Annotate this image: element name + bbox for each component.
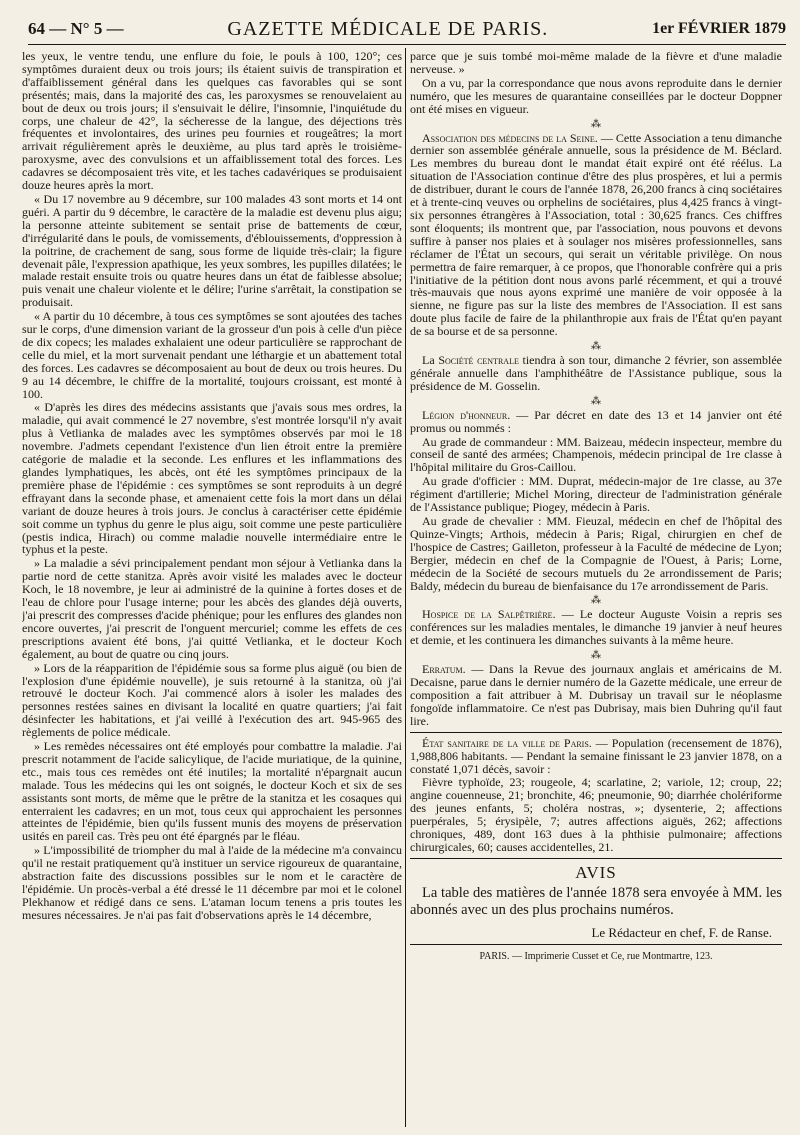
paragraph: » L'impossibilité de triompher du mal à l'aide de la médecine m'a convaincu qu'il ne restait pratiquement qu'à instituer un service rigoureux de quarantaine, abstraction faite des discussions possibles sur le nom et le caractère de l'épidémie. Un procès-verbal a été dressé le 11 décembre par moi et le colonel Plekhanow et rédigé dans ce sens. L'ataman locum tenens a pris toutes les mesures nécessaires. Je n'ai pas fait d'observations après le 14 décembre, [22,843,402,922]
section-body: — Le docteur Auguste Voisin a repris ses conférences sur les maladies mentales, le dimanche 19 janvier à neuf heures et demie, et les continuera les dimanches suivants à la même heure. [410,607,782,648]
paragraph: » Les remèdes nécessaires ont été employés pour combattre la maladie. J'ai prescrit notamment de l'acide salicylique, de l'acide muriatique, de la quinine, etc., mais tous ces remèdes ont été inutiles; la mortalité n'épargnait aucun malade. Tous les médecins qui les ont soignés, le docteur Koch et six de ses assistants sont morts, de même que le prêtre de la stanitza et les cosaques qui enterraient les cadavres; en un mot, tous ceux qui approchaient les personnes atteintes de l'épidémie, bien qu'ils fussent munis des moyens de préservation usités en pareil cas. Très peu ont été épargnés par le fléau. [22,739,402,844]
mortality-list: Fièvre typhoïde, 23; rougeole, 4; scarlatine, 2; variole, 12; croup, 22; angine couenneuse, 21; bronchite, 46; pneumonie, 90; diarrhée cholériforme des jeunes enfants, 5; choléra nostras, »; dysenterie, 2; affections puerpérales, 5; érysipèle, 7; autres affections aiguës, 262; affections chroniques, 489, dont 163 dues à la phthisie pulmonaire; affections chirurgicales, 60; causes accidentelles, 21. [410,775,782,854]
grade-chevalier: Au grade de chevalier : MM. Fieuzal, médecin en chef de l'hôpital des Quinze-Vingts; Arthois, médecin à Paris; Rigal, chirurgien en chef de l'hospice de Castres; Gailleton, professeur à la Faculté de médecine de Lyon; Bergier, médecin en chef de la Compagnie de l'Ouest, à Paris; Lorne, médecin de la Société de secours mutuels du 2e arrondissement de Paris; Baldy, médecin du bureau de bienfaisance du 17e arrondissement de Paris. [410,514,782,593]
quarantine-note: On a vu, par la correspondance que nous avons reproduite dans le dernier numéro, que les mesures de quarantaine conseillées par le docteur Doppner ont été mises en vigueur. [410,75,782,116]
paragraph: parce que je suis tombé moi-même malade de la fièvre et d'une maladie nerveuse. » [410,50,782,76]
paragraph: « D'après les dires des médecins assistants que j'avais sous mes ordres, la maladie, qui avait commencé le 27 novembre, s'est montrée lorsqu'il n'y avait plus à Vetlianka de malades avec les symptômes observés par moi le 18 novembre. J'admets cependant l'existence d'un lien étroit entre la première catégorie de maladie et la seconde. Les enflures et les inflammations des glandes lymphatiques, les abcès, ont été les symptômes principaux de la première phase de l'épidémie : ces symptômes se sont reproduits à un degré effrayant dans la seconde phase, et amenaient cette fois la mort dans un délai variant de douze heures à trois jours. Je conclus à caractériser cette épidémie soit comme un typhus du genre le plus aigu, soit comme une peste particulière (pestis indica, Hirach) ou comme maladie nouvelle intermédiaire entre le typhus et la peste. [22,400,402,557]
erratum-notice [410,663,782,728]
section-rule [410,944,782,945]
right-column [410,50,782,1127]
section-title: Hospice de la Salpêtrière. [422,607,556,622]
avis-body: La table des matières de l'année 1878 sera envoyée à MM. les abonnés avec un des plus prochains numéros. [410,884,782,918]
paragraph: « A partir du 10 décembre, à tous ces symptômes se sont ajoutées des taches sur le corps, d'une dimension variant de la grosseur d'un pois à celle d'un pièce de dix copecs; les malades exhalaient une odeur particulière se rapprochant de celle du miel, et la mort survenait pendant une léthargie et un abattement total des forces. Les cadavres se décomposaient au bout de deux ou trois heures. Du 9 au 14 décembre, le chiffre de la mortalité, toujours croissant, est monté à 100. [22,309,402,401]
paragraph: les yeux, le ventre tendu, une enflure du foie, le pouls à 100, 120°; ces symptômes duraient deux ou trois jours; ils étaient suivis de transpiration et d'affaiblissement général dans les quelques cas favorables qui se sont présentés; mais, dans la majorité des cas, les paroxysmes se renouvelaient au bout de deux ou trois jours; il s'ensuivait le délire, l'insomnie, l'inquiétude du corps, une chaleur de 42°, la sécheresse de la langue, des déjections très fréquentes et involontaires, des urines peu fournies et rougeâtres; la mort arrivait régulièrement après le deuxième, au plus tard après le troisième-paroxysme, avec des convulsions et un affaiblissement total des forces. Les cadavres se décomposaient très vite, et les taches cadavériques se produisaient douze heures après la mort. [22,50,402,193]
issue-date: 1er FÉVRIER 1879 [652,20,786,37]
editor-signature: Le Rédacteur en chef, F. de Ranse. [591,924,772,940]
section-title: Société centrale [438,353,519,368]
asterism: ⁂ [591,650,601,662]
section-body: tiendra à son tour, dimanche 2 février, son assemblée générale annuelle dans l'amphithéâtre de l'Assistance publique, sous la présidence de M. Gosselin. [410,353,782,393]
paragraph: » Lors de la réapparition de l'épidémie sous sa forme plus aiguë (ou bien de l'explosion d'une épidémie nouvelle), je suis retourné à la stanitza, où j'ai retrouvé le docteur Koch. J'ai commencé alors à isoler les malades des personnes restées saines en divisant la localité en quatre quartiers; j'ai fait désinfecter les habitations, et j'ai veillé à l'exécution des art. 945-965 des règlements de police médicale. [22,660,402,740]
section-title: Association des médecins de la Seine. [422,130,598,145]
salpetriere-notice [410,608,782,647]
asterism: ⁂ [591,118,601,130]
section-body: — Population (recensement de 1876), 1,988,806 habitants. — Pendant la semaine finissant le 23 janvier 1878, on a constaté 1,071 décès, savoir : [410,735,782,776]
section-body: — Dans la Revue des journaux anglais et américains de M. Decaisne, parue dans le dernier numéro de la Gazette médicale, une erreur de composition a fait attribuer à M. Dubrisay un travail sur le néoplasme fongoïde inflammatoire. Ce n'est pas Dubrisay, mais bien Duhring qu'il faut lire. [410,662,782,728]
asterism: ⁂ [591,395,601,407]
page-header [28,14,786,45]
column-divider [405,48,406,1127]
section-title: État sanitaire de la ville de Paris. [422,735,592,750]
section-rule [410,858,782,859]
grade-commandeur: Au grade de commandeur : MM. Baizeau, médecin inspecteur, membre du conseil de santé des armées; Champenois, médecin principal de 1re classe à l'hôpital militaire du Gros-Caillou. [410,434,782,475]
journal-title: GAZETTE MÉDICALE DE PARIS. [227,17,549,40]
printer-imprint: PARIS. — Imprimerie Cusset et Ce, rue Montmartre, 123. [479,950,713,962]
page-number: 64 — N° 5 — [28,19,124,38]
legion-notice [410,409,782,435]
grade-officier: Au grade d'officier : MM. Duprat, médecin-major de 1re classe, au 37e régiment d'artillerie; Michel Moring, directeur de l'administration générale de l'Assistance publique; Piogey, médecin à Paris. [410,474,782,515]
asterism: ⁂ [591,341,601,353]
association-notice [410,132,782,339]
paragraph: » La maladie a sévi principalement pendant mon séjour à Vetlianka dans la partie nord de cette stanitza. Après avoir visité les malades avec le docteur Koch, le 18 novembre, je leur ai administré de la quinine à fortes doses et de l'eau de chlore pour l'usage interne; pour les abcès des glandes déjà ouverts, j'ai prescrit des compresses d'acide phénique; pour les enflures des glandes non encore ouvertes, j'ai prescrit de l'onguent mercuriel; comme les effets de ces prescriptions avaient été bons, j'ai quitté Vetlianka, et le docteur Koch également, au bout de quatre ou cinq jours. [22,556,402,661]
societe-notice [410,354,782,393]
paragraph: « Du 17 novembre au 9 décembre, sur 100 malades 43 sont morts et 14 ont guéri. A partir du 9 décembre, le caractère de la maladie est devenu plus aigu; la personne atteinte subitement se sentait prise de battements de cœur, d'irrégularité dans le pouls, de vomissements, d'éblouissements, d'oppression à la poitrine, de crachement de sang, sous forme de liquide très-clair; la figure devenait pâle, l'expression apathique, les yeux sombres, les pupilles dilatées; le malade restait ensuite trois ou quatre heures dans un état de faiblesse absolue; puis venait une chaleur violente et le délire; l'urine s'arrêtait, la constipation se produisait. [22,191,402,310]
section-title: Erratum. [422,662,466,677]
section-rule [410,732,782,733]
section-body: — Cette Association a tenu dimanche dernier son assemblée générale annuelle, sous la présidence de M. Béclard. Les membres du bureau dont le mandat était expiré ont été réélus. La situation de l'Association continue d'être des plus prospères, et lui a permis de distribuer, durant le cours de l'année 1878, 26,200 francs à cinq sociétaires et à trente-cinq veuves ou orphelins de sociétaires, plus 4,425 francs à vingt-six personnes étrangères à l'Association, total : 30,625 francs. Ces chiffres sont éloquents; ils montrent que, par l'association, nous pouvons et devons suffire à panser nos plaies et à soulager nos misères professionnelles, sans réclamer de l'État un secours, qui serait un véritable privilège. On nous permettra de faire remarquer, à ce propos, que l'honorable confrère qui a pris l'initiative de la pétition dont nous avons parlé récemment, et qui a trouvé très-mauvais que nous ayons exprimé une manière de voir opposée à la sienne, ne figure pas sur la liste des membres de l'Association. Il est sans doute plus facile de faire de la philanthropie aux frais de l'État qu'en payant de sa bourse et de sa personne. [410,130,782,339]
avis-title: AVIS [575,862,617,882]
left-column [22,50,402,1127]
section-title: Légion d'honneur. [422,407,511,422]
section-body: — Par décret en date des 13 et 14 janvier ont été promus ou nommés : [410,407,782,435]
asterism: ⁂ [591,595,601,607]
etat-sanitaire-notice [410,737,782,776]
section-prefix: La [422,353,435,368]
